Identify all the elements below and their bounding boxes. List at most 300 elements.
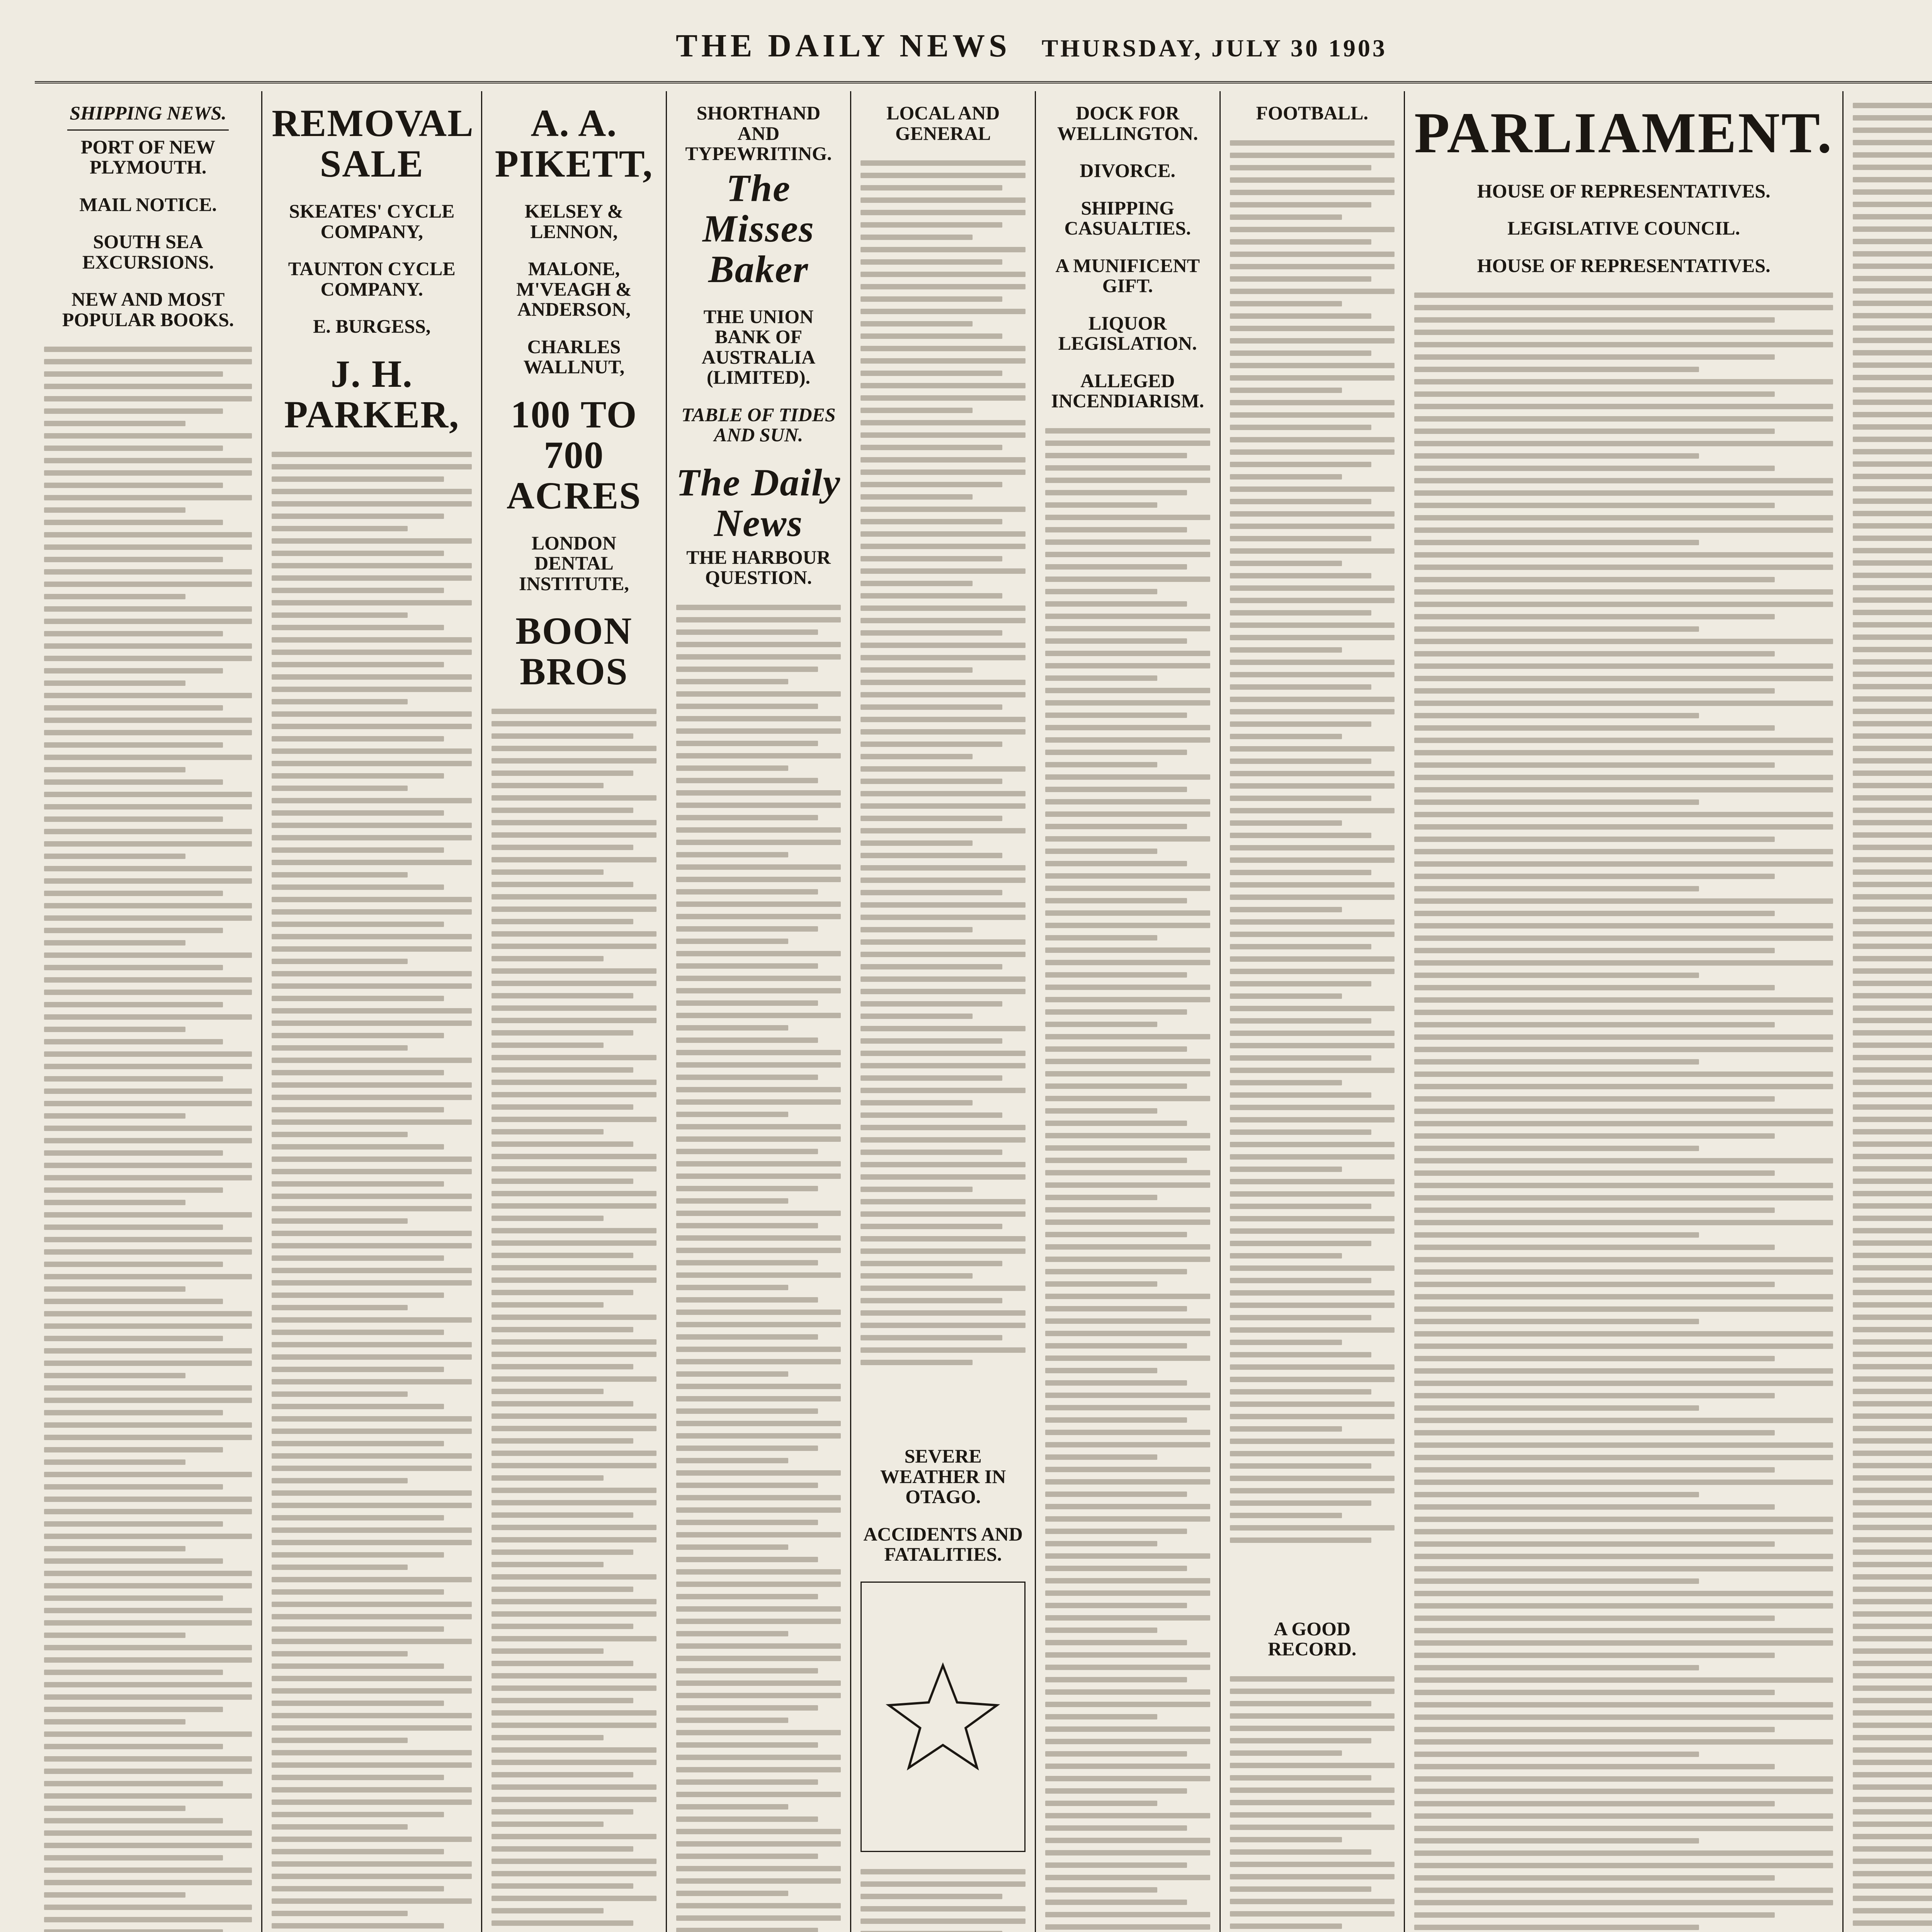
body-text-line	[272, 1045, 408, 1051]
body-text-line	[861, 680, 1026, 685]
body-text-line	[1414, 1195, 1833, 1201]
body-text-line	[1230, 1825, 1395, 1830]
body-text-line	[492, 1599, 656, 1604]
article-block	[492, 337, 656, 377]
body-text-line	[676, 1334, 818, 1340]
body-text-line	[1230, 771, 1395, 776]
body-text-line	[492, 1920, 633, 1926]
body-text-line	[1414, 1529, 1833, 1534]
body-text-line	[1414, 1739, 1833, 1745]
body-text-line	[44, 371, 223, 377]
body-text-line	[1045, 1083, 1187, 1089]
body-text-line	[272, 1787, 472, 1793]
body-text-line	[1414, 750, 1833, 755]
body-text-line	[1853, 1611, 1932, 1617]
body-text-line	[1414, 1133, 1774, 1139]
body-text-line	[1414, 379, 1833, 384]
body-text-line	[44, 544, 252, 550]
body-text-line	[1414, 1900, 1833, 1905]
body-text-line	[44, 1756, 252, 1762]
body-text-line	[492, 1859, 656, 1864]
body-text-line	[1230, 264, 1395, 269]
body-text-line	[1414, 1875, 1774, 1881]
body-text-line	[272, 946, 472, 952]
body-text-line	[492, 1129, 604, 1134]
body-text-line	[1230, 598, 1395, 603]
body-text-line	[676, 1767, 841, 1772]
section-heading: A MUNIFICENT GIFT.	[1055, 254, 1200, 296]
body-text-line	[861, 469, 1026, 475]
body-text-line	[676, 1371, 788, 1377]
body-text-line	[1230, 400, 1395, 405]
body-text-line	[1045, 1739, 1210, 1744]
body-text-line	[861, 1881, 1026, 1887]
body-text-line	[1414, 1764, 1774, 1769]
body-text-line	[272, 1354, 472, 1360]
body-text-line	[1853, 461, 1932, 467]
body-text-line	[1853, 1636, 1932, 1641]
body-text-line	[861, 791, 1026, 796]
body-text-line	[492, 1834, 656, 1839]
body-text-line	[1230, 1862, 1395, 1867]
body-text-line	[44, 1064, 252, 1069]
body-text-line	[861, 197, 1026, 203]
section-heading: LONDON DENTAL INSTITUTE,	[519, 532, 629, 594]
body-text-line	[676, 963, 818, 969]
body-text-line	[44, 742, 223, 748]
body-text-line	[1045, 1009, 1187, 1015]
body-text-line	[1414, 1393, 1774, 1398]
body-text-line	[1230, 1105, 1395, 1110]
body-text-line	[492, 1661, 633, 1666]
body-text-line	[44, 396, 252, 401]
body-text-line	[1853, 696, 1932, 702]
body-text-line	[44, 1150, 223, 1156]
body-text-line	[676, 1136, 841, 1142]
body-text-line	[44, 1336, 223, 1341]
body-text-line	[1853, 1624, 1932, 1629]
body-text-line	[1045, 1195, 1157, 1200]
body-text-line	[272, 711, 472, 717]
body-text-line	[272, 1837, 472, 1842]
body-text-line	[676, 1037, 818, 1043]
body-text-line	[272, 1194, 472, 1199]
body-text-line	[1230, 845, 1395, 850]
body-text-line	[272, 1812, 444, 1817]
body-text-line	[492, 845, 633, 850]
body-text-line	[1230, 1265, 1395, 1271]
section-heading: TABLE OF TIDES AND SUN.	[681, 403, 836, 446]
body-text-line	[1414, 676, 1833, 681]
body-text-line	[44, 1731, 252, 1737]
body-text-line	[1230, 1874, 1395, 1879]
body-text-line	[1045, 1702, 1210, 1707]
body-text-line	[44, 421, 185, 426]
body-text-line	[44, 1262, 223, 1267]
body-text-line	[1045, 688, 1210, 693]
body-text-line	[272, 1515, 444, 1520]
body-text-line	[676, 642, 841, 647]
body-text-placeholder	[44, 347, 252, 1932]
body-text-line	[676, 803, 841, 808]
body-text-line	[44, 1410, 223, 1415]
body-text-line	[861, 333, 1002, 339]
body-text-line	[676, 1235, 841, 1241]
body-text-line	[861, 989, 1026, 994]
body-text-line	[1045, 478, 1210, 483]
body-text-line	[1414, 1813, 1833, 1819]
body-text-line	[861, 1323, 1026, 1328]
section-heading: BOON BROS	[515, 609, 633, 693]
body-text-line	[492, 1277, 656, 1283]
body-text-line	[44, 1373, 185, 1378]
body-text-line	[1230, 1750, 1342, 1756]
body-text-line	[272, 1132, 408, 1137]
advertisement-illustration	[861, 1582, 1026, 1852]
body-text-line	[1853, 1389, 1932, 1394]
body-text-line	[676, 1186, 818, 1191]
body-text-line	[861, 1174, 1026, 1180]
body-text-line	[44, 408, 223, 414]
body-text-line	[1853, 1376, 1932, 1382]
body-text-line	[272, 909, 472, 915]
body-text-line	[1853, 1117, 1932, 1122]
body-text-line	[272, 1206, 472, 1211]
body-text-line	[1853, 931, 1932, 937]
section-heading: PORT OF NEW PLYMOUTH.	[81, 136, 216, 178]
section-heading: J. H. PARKER,	[284, 352, 460, 436]
body-text-line	[272, 823, 472, 828]
body-text-line	[1414, 725, 1774, 731]
column-8	[1405, 91, 1844, 1932]
body-text-line	[1853, 1265, 1932, 1270]
body-text-line	[44, 656, 252, 661]
body-text-line	[1414, 1121, 1833, 1126]
body-text-line	[44, 1398, 252, 1403]
body-text-line	[1230, 1179, 1395, 1184]
body-text-line	[1045, 1232, 1187, 1237]
body-text-line	[1230, 548, 1395, 554]
body-text-line	[676, 1792, 841, 1797]
body-text-line	[492, 1240, 656, 1246]
body-text-line	[272, 1181, 444, 1187]
body-text-line	[1230, 1031, 1395, 1036]
body-text-line	[1414, 1925, 1699, 1930]
body-text-line	[676, 1631, 788, 1636]
body-text-placeholder	[272, 452, 472, 1932]
body-text-line	[44, 1311, 252, 1316]
body-text-line	[44, 384, 252, 389]
body-text-line	[861, 457, 1026, 463]
body-text-line	[1230, 437, 1395, 442]
body-text-line	[861, 828, 1026, 833]
body-text-line	[272, 1713, 472, 1718]
column-5	[851, 91, 1036, 1932]
body-text-line	[492, 1574, 656, 1580]
body-text-line	[1414, 1331, 1833, 1337]
body-text-line	[1045, 453, 1187, 458]
body-text-line	[1230, 486, 1395, 492]
body-text-line	[861, 173, 1026, 178]
body-text-line	[1230, 1377, 1395, 1382]
body-text-line	[861, 222, 1002, 228]
body-text-line	[1230, 1092, 1372, 1098]
body-text-line	[676, 1310, 841, 1315]
body-text-line	[44, 1422, 252, 1428]
body-text-line	[492, 968, 656, 974]
body-text-line	[44, 977, 252, 983]
body-text-line	[492, 1784, 656, 1790]
body-text-line	[861, 581, 973, 586]
body-text-line	[1045, 1764, 1210, 1769]
body-text-line	[44, 1435, 252, 1440]
section-heading: CHARLES WALLNUT,	[523, 335, 625, 378]
body-text-line	[861, 952, 1026, 957]
body-text-line	[44, 1830, 252, 1836]
article-block	[492, 394, 656, 516]
body-text-line	[861, 643, 1026, 648]
body-text-line	[861, 1125, 1026, 1130]
body-text-line	[1414, 1232, 1699, 1238]
body-text-line	[1045, 1331, 1210, 1336]
body-text-line	[861, 840, 973, 846]
body-text-line	[1414, 293, 1833, 298]
body-text-line	[1414, 775, 1833, 780]
body-text-line	[1230, 449, 1395, 455]
body-text-line	[1045, 1269, 1187, 1274]
body-text-line	[1045, 1405, 1210, 1410]
body-text-line	[1045, 1294, 1210, 1299]
body-text-line	[44, 841, 252, 847]
body-text-line	[44, 1014, 252, 1020]
article-block	[492, 201, 656, 242]
body-text-line	[1230, 1537, 1372, 1543]
body-text-line	[1414, 1084, 1833, 1089]
body-text-line	[861, 482, 1002, 487]
body-text-line	[1414, 1405, 1699, 1411]
body-text-line	[1853, 165, 1932, 170]
body-text-line	[1414, 552, 1833, 558]
body-text-line	[1414, 1541, 1774, 1547]
body-text-line	[272, 1552, 444, 1558]
body-text-line	[272, 1119, 472, 1125]
body-text-line	[44, 359, 252, 364]
body-text-line	[1045, 725, 1210, 730]
body-text-line	[44, 1682, 252, 1687]
body-text-line	[1414, 1071, 1833, 1077]
body-text-line	[1230, 1911, 1395, 1917]
body-text-line	[44, 1694, 252, 1700]
body-text-line	[492, 894, 656, 900]
body-text-line	[1414, 1146, 1699, 1151]
body-text-line	[861, 593, 1002, 599]
body-text-line	[272, 872, 408, 878]
body-text-line	[492, 721, 656, 726]
body-text-line	[1414, 1344, 1833, 1349]
body-text-line	[676, 864, 841, 870]
body-text-line	[1045, 1442, 1210, 1447]
body-text-line	[44, 1509, 252, 1514]
body-text-line	[492, 1685, 656, 1691]
article-block	[272, 354, 472, 435]
body-text-line	[1414, 367, 1699, 372]
body-text-line	[861, 803, 1026, 809]
body-text-line	[1414, 935, 1833, 941]
body-text-line	[861, 1869, 1026, 1874]
body-text-line	[676, 1211, 841, 1216]
body-text-line	[492, 1253, 633, 1258]
body-text-line	[1414, 602, 1833, 607]
body-text-line	[1853, 610, 1932, 615]
body-text-line	[1414, 1208, 1774, 1213]
body-text-line	[1414, 330, 1833, 335]
body-text-line	[1230, 1364, 1395, 1370]
body-text-line	[1853, 1710, 1932, 1716]
body-text-line	[272, 1565, 408, 1570]
body-text-line	[1853, 1216, 1932, 1221]
body-text-line	[44, 569, 252, 575]
body-text-line	[44, 1781, 223, 1786]
body-text-line	[1230, 462, 1372, 467]
article-block	[492, 611, 656, 692]
body-text-line	[1853, 1661, 1932, 1666]
body-text-line	[272, 1107, 444, 1112]
body-text-line	[492, 746, 656, 751]
body-text-line	[492, 1302, 604, 1308]
body-text-line	[272, 1466, 472, 1471]
column-2	[262, 91, 482, 1932]
body-text-line	[676, 1483, 818, 1488]
body-text-line	[492, 906, 656, 912]
body-text-line	[44, 1101, 252, 1106]
body-text-line	[1045, 663, 1210, 668]
article-block	[44, 289, 252, 330]
body-text-line	[676, 1705, 818, 1711]
body-text-line	[44, 1855, 223, 1861]
body-text-line	[272, 1082, 472, 1088]
body-text-line	[1230, 796, 1372, 801]
body-text-line	[1853, 832, 1932, 838]
body-text-line	[676, 1446, 818, 1451]
body-text-line	[861, 1298, 1002, 1303]
body-text-line	[1414, 1109, 1833, 1114]
body-text-line	[492, 1760, 656, 1765]
body-text-line	[1045, 564, 1187, 570]
body-text-line	[1414, 787, 1833, 793]
body-text-line	[1414, 1059, 1699, 1065]
body-text-line	[1414, 799, 1699, 805]
body-text-line	[1853, 1846, 1932, 1852]
body-text-line	[492, 1525, 656, 1530]
body-text-line	[272, 1020, 472, 1026]
body-text-line	[1045, 1158, 1187, 1163]
body-text-line	[44, 619, 252, 624]
body-text-line	[492, 1117, 656, 1122]
body-text-line	[1230, 697, 1395, 702]
body-text-line	[1853, 548, 1932, 553]
body-text-line	[676, 1297, 818, 1303]
body-text-line	[861, 1137, 1026, 1143]
body-text-line	[1045, 923, 1210, 928]
body-text-line	[272, 563, 472, 568]
body-text-line	[861, 568, 1026, 574]
body-text-line	[676, 667, 818, 672]
body-text-line	[676, 679, 788, 684]
body-text-line	[1414, 1591, 1833, 1596]
body-text-line	[676, 1322, 841, 1327]
body-text-line	[272, 1416, 472, 1422]
body-text-line	[1853, 758, 1932, 764]
body-text-line	[1230, 969, 1395, 974]
body-text-line	[492, 1587, 633, 1592]
body-text-line	[1045, 1281, 1157, 1287]
body-text-line	[44, 1361, 252, 1366]
section-heading: LIQUOR LEGISLATION.	[1058, 312, 1197, 354]
body-text-line	[1853, 1698, 1932, 1703]
body-text-line	[861, 494, 973, 500]
body-text-line	[44, 1645, 252, 1650]
body-text-line	[1230, 820, 1342, 826]
body-text-line	[44, 1583, 252, 1588]
body-text-line	[676, 1421, 841, 1426]
body-text-line	[1045, 1850, 1210, 1855]
body-text-line	[272, 1169, 472, 1174]
body-text-line	[44, 557, 223, 562]
body-text-line	[1853, 622, 1932, 628]
body-text-line	[676, 691, 841, 697]
body-text-line	[1414, 404, 1833, 409]
body-text-line	[272, 1268, 472, 1273]
body-text-line	[676, 1075, 818, 1080]
body-text-line	[1230, 895, 1395, 900]
body-text-line	[1230, 140, 1395, 146]
body-text-line	[676, 1656, 841, 1661]
body-text-line	[44, 1225, 223, 1230]
body-text-line	[44, 779, 223, 785]
body-text-line	[1045, 1801, 1157, 1806]
column-6	[1036, 91, 1221, 1932]
body-text-line	[1045, 886, 1210, 891]
body-text-line	[676, 1606, 841, 1612]
body-text-line	[1414, 1467, 1774, 1473]
body-text-line	[676, 1532, 841, 1537]
body-text-line	[272, 1886, 444, 1891]
body-text-line	[272, 1775, 444, 1780]
body-text-line	[1853, 412, 1932, 417]
body-text-line	[861, 395, 1026, 401]
body-text-line	[272, 1923, 444, 1929]
body-text-line	[492, 1723, 656, 1728]
body-text-line	[861, 630, 1002, 636]
section-heading: MAIL NOTICE.	[79, 193, 217, 215]
body-text-line	[676, 1693, 841, 1698]
body-text-line	[676, 877, 841, 882]
body-text-line	[492, 1735, 604, 1740]
body-text-line	[1414, 886, 1699, 891]
body-text-line	[1414, 985, 1774, 990]
body-text-line	[1414, 898, 1833, 904]
body-text-placeholder	[1414, 293, 1833, 1932]
body-text-line	[676, 1000, 818, 1006]
body-text-line	[1230, 1290, 1395, 1296]
body-text-line	[676, 889, 818, 895]
body-text-line	[272, 983, 472, 989]
body-text-line	[1414, 1269, 1833, 1275]
body-text-line	[676, 741, 818, 746]
body-text-line	[676, 1359, 841, 1364]
body-text-line	[492, 1154, 656, 1159]
article-block	[44, 194, 252, 215]
